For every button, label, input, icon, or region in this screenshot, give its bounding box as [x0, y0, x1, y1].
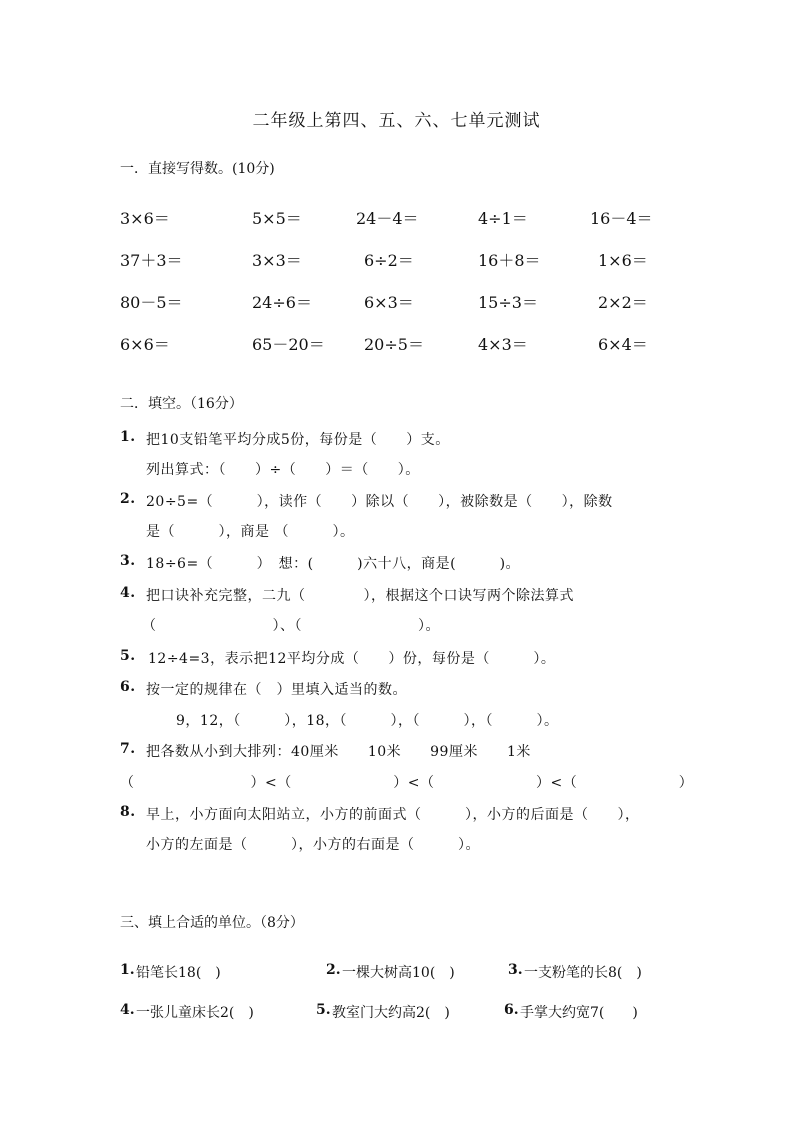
calc-item: 37＋3＝ [120, 251, 183, 270]
calc-item: 1×6＝ [598, 251, 648, 270]
question-text: 把各数从小到大排列：40厘米 10米 99厘米 1米 [146, 744, 531, 760]
section-3-heading: 三、填上合适的单位。（8分） [120, 915, 304, 931]
calc-item: 20÷5＝ [364, 335, 424, 354]
question-number: 6. [120, 679, 136, 695]
calc-item: 65－20＝ [252, 335, 325, 354]
section-1-heading: 一．直接写得数。(10分) [120, 161, 275, 177]
question-number: 8. [120, 804, 136, 820]
calc-item: 24÷6＝ [252, 293, 312, 312]
question-text: （ ）、（ ）。 [142, 618, 440, 634]
calc-item: 24－4＝ [356, 209, 419, 228]
calc-item: 4×3＝ [478, 335, 528, 354]
question-number: 1. [120, 962, 135, 978]
question-number: 5. [120, 648, 136, 664]
question-text: 早上，小方面向太阳站立，小方的前面式（ ），小方的后面是（ ）， [146, 807, 640, 823]
question-text: 教室门大约高2( ) [332, 1005, 450, 1021]
calc-item: 3×3＝ [252, 251, 302, 270]
question-number: 4. [120, 585, 136, 601]
calc-item: 6×3＝ [364, 293, 414, 312]
calc-item: 5×5＝ [252, 209, 302, 228]
calc-item: 80－5＝ [120, 293, 183, 312]
question-text: （ ）<（ ）<（ ）<（ ） [120, 775, 694, 791]
question-text: 手掌大约宽7( ) [520, 1005, 638, 1021]
question-text: 铅笔长18( ) [136, 965, 221, 981]
calc-item: 4÷1＝ [478, 209, 528, 228]
calc-item: 2×2＝ [598, 293, 648, 312]
question-number: 2. [120, 491, 136, 507]
question-text: 18÷6=（ ） 想：( )六十八，商是( )。 [146, 556, 521, 572]
question-number: 7. [120, 741, 136, 757]
calc-item: 3×6＝ [120, 209, 170, 228]
question-number: 6. [504, 1002, 519, 1018]
question-text: 一张儿童床长2( ) [136, 1005, 254, 1021]
calc-item: 16＋8＝ [478, 251, 541, 270]
question-text: 一支粉笔的长8( ) [524, 965, 642, 981]
calc-item: 16－4＝ [590, 209, 653, 228]
calc-item: 6×6＝ [120, 335, 170, 354]
question-text: 把口诀补充完整，二九（ ），根据这个口诀写两个除法算式 [146, 588, 574, 604]
question-text: 按一定的规律在（ ）里填入适当的数。 [146, 682, 407, 698]
question-text: 把10支铅笔平均分成5份，每份是（ ）支。 [146, 432, 450, 448]
question-text: 一棵大树高10( ) [342, 965, 455, 981]
question-text: 12÷4=3，表示把12平均分成（ ）份，每份是（ ）。 [148, 651, 556, 667]
page-title: 二年级上第四、五、六、七单元测试 [252, 111, 541, 131]
question-number: 2. [326, 962, 341, 978]
question-number: 4. [120, 1002, 135, 1018]
question-number: 3. [508, 962, 523, 978]
question-text: 9，12，（ ），18，（ ），（ ），（ ）。 [176, 713, 559, 729]
question-text: 20÷5=（ ），读作（ ）除以（ ），被除数是（ ），除数 [146, 494, 613, 510]
question-number: 1. [120, 429, 136, 445]
calc-item: 15÷3＝ [478, 293, 538, 312]
question-text: 是（ ），商是 （ ）。 [146, 524, 355, 540]
calc-item: 6÷2＝ [364, 251, 414, 270]
calc-item: 6×4＝ [598, 335, 648, 354]
question-text: 小方的左面是（ ），小方的右面是（ ）。 [146, 837, 480, 853]
question-number: 5. [316, 1002, 331, 1018]
question-text: 列出算式：（ ）÷（ ）＝（ ）。 [146, 462, 420, 478]
section-2-heading: 二．填空。（16分） [120, 396, 243, 412]
question-number: 3. [120, 553, 136, 569]
